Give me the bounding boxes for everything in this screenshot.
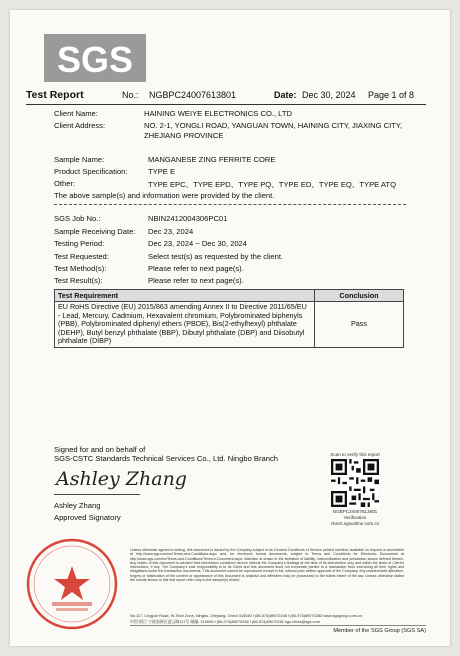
handwritten-signature: Ashley Zhang (56, 468, 187, 490)
client-address-label: Client Address: (54, 121, 106, 130)
qr-url[interactable]: check.sgsonline.com.cn (330, 521, 380, 526)
header-rule (26, 104, 426, 105)
report-date-value: Dec 30, 2024 (302, 90, 356, 100)
receiving-date-label: Sample Receiving Date: (54, 227, 136, 236)
requirement-header: Test Requirement (55, 290, 315, 302)
test-requested-value: Select test(s) as requested by the client. (148, 252, 284, 261)
terms-fine-print: Unless otherwise agreed in writing, this document is issued by the Company subject to its General Conditions of Service printed overleaf, available on request or accessible at http://www.sgs.com/en/Terms-and-Conditions.aspx and, for electronic format documents, subject to Terms and Conditions for Electronic Documents at http://www.sgs.com/en/Terms-and-Conditions/Terms-e-Document.aspx. Attention is drawn to the limitation of liability, indemnification and jurisdiction issues defined therein. Any holder of this document is advised that information contained hereon reflects the Company's findings at the time of its intervention only and within the limits of Client's instructions, if any. The Company's sole responsibility is to its Client and this document does not exonerate parties to a transaction from exercising all their rights and obligations under the transaction documents. This document cannot be reproduced except in full, without prior written approval of the Company. Any unauthorized alteration, forgery or falsification of the content or appearance of this document is unlawful and offenders may be prosecuted to the fullest extent of the law. Unless otherwise stated the results shown in this test report refer only to the sample(s) tested. (130, 548, 404, 583)
qr-caption: Scan to verify this report (330, 452, 380, 457)
client-address-value: NO. 2-1, YONGLI ROAD, YANGUAN TOWN, HAINING CITY, JIAXING CITY, ZHEJIANG PROVINCE (144, 121, 403, 140)
test-result-label: Test Result(s): (54, 276, 103, 285)
logo-text: SGS (56, 39, 134, 80)
table-header-row (55, 290, 404, 302)
qr-verification-label: Verification (343, 515, 367, 520)
company-seal (26, 538, 118, 630)
client-name-value: HAINING WEIYE ELECTRONICS CO., LTD (144, 109, 292, 118)
testing-period-label: Testing Period: (54, 239, 105, 248)
client-name-label: Client Name: (54, 109, 98, 118)
job-no-value: NBIN2412004306PC01 (148, 214, 228, 223)
other-value: TYPE EPC、TYPE EPD、TYPE PQ、TYPE ED、TYPE EQ、TYPE ATQ (148, 180, 396, 189)
job-no-label: SGS Job No.: (54, 214, 101, 223)
report-header (26, 90, 414, 104)
report-date-label: Date: (274, 90, 297, 100)
receiving-date-value: Dec 23, 2024 (148, 227, 194, 236)
sample-note: The above sample(s) and information were provided by the client. (54, 191, 275, 200)
requirement-table (54, 289, 404, 348)
other-label: Other: (54, 179, 76, 188)
conclusion-cell: Pass (315, 302, 404, 348)
table-row (55, 302, 404, 348)
signatory-name: Ashley Zhang (54, 501, 101, 510)
signature-rule (54, 494, 140, 495)
signed-line-1: Signed for and on behalf of (54, 445, 146, 454)
footer-address-cn: 中国·浙江·宁波高新区凌云路117号 邮编: 315040 t (86-574)89070248 f (86-574)89070282 sgs.china@sgs.com (130, 619, 320, 624)
report-sheet (10, 10, 450, 646)
sample-name-label: Sample Name: (54, 155, 105, 164)
qr-code[interactable] (331, 459, 379, 507)
conclusion-header: Conclusion (315, 290, 404, 302)
qr-code-text: NGBPC24007613801 (332, 509, 378, 514)
footer-address-en: No.117, Lingyun Road, Hi-Tech Zone, Ningbo, Zhejiang, China 315040 t (86-574)89070248 f (86-574)89070282 www.sgsgroup.com.cn (130, 613, 363, 618)
signed-line-2: SGS-CSTC Standards Technical Services Co., Ltd. Ningbo Branch (54, 454, 278, 463)
report-title: Test Report (26, 89, 84, 101)
test-method-label: Test Method(s): (54, 264, 107, 273)
page-number: Page 1 of 8 (367, 90, 414, 100)
test-requested-label: Test Requested: (54, 252, 109, 261)
test-result-value: Please refer to next page(s). (148, 276, 244, 285)
sgs-member-note: Member of the SGS Group (SGS SA) (333, 628, 426, 634)
testing-period-value: Dec 23, 2024 ~ Dec 30, 2024 (148, 239, 248, 248)
signatory-title: Approved Signatory (54, 513, 121, 522)
sample-name-value: MANGANESE ZING FERRITE CORE (148, 155, 276, 164)
report-no-label: No.: (122, 90, 139, 100)
product-spec-label: Product Specification: (54, 167, 128, 176)
report-no-value: NGBPC24007613801 (149, 90, 237, 100)
sgs-logo (40, 30, 150, 86)
test-method-value: Please refer to next page(s). (148, 264, 244, 273)
requirement-cell: EU RoHS Directive (EU) 2015/863 amending Annex II to Directive 2011/65/EU - Lead, Mercury, Cadmium, Hexavalent chromium, Polybrominated biphenyls (PBB), Polybrominated diphenyl ethers (PBDE), Bis(2-ethylhexyl) phthalate (DEHP), Butyl benzyl phthalate (BBP), Dibutyl phthalate (DBP) and Diisobutyl phthalate (DIBP) (55, 302, 315, 348)
footer-rule (130, 625, 426, 626)
section-divider (54, 204, 406, 205)
product-spec-value: TYPE E (148, 167, 176, 176)
seal-star-icon (54, 566, 90, 600)
